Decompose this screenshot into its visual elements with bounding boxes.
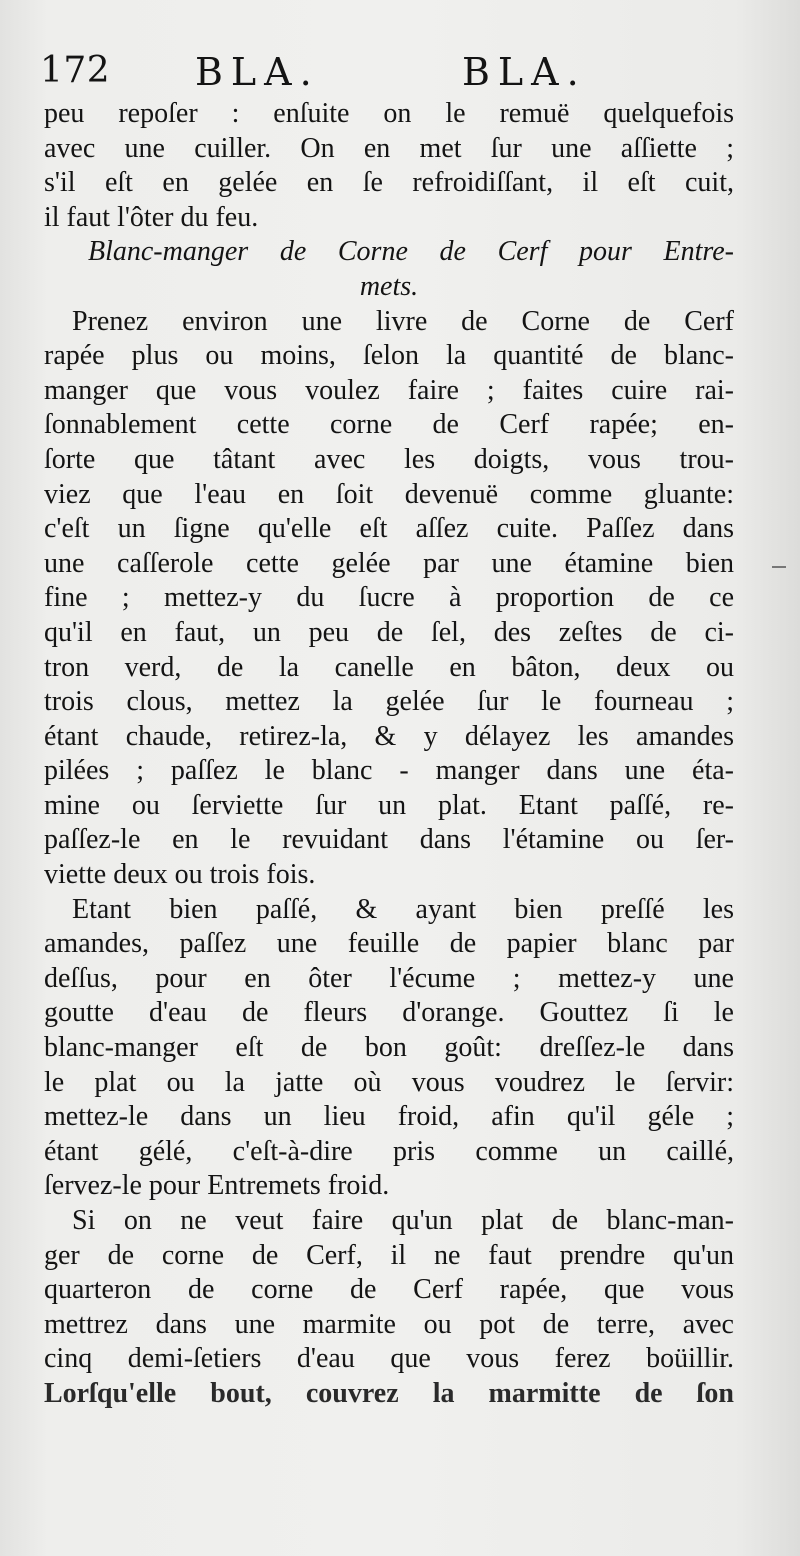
text-line: le plat ou la jatte où vous voudrez le ſervir: — [44, 1066, 734, 1098]
text-line: mettez-le dans un lieu froid, afin qu'il géle ; — [44, 1101, 734, 1133]
recipe-title-end: mets. — [359, 270, 419, 302]
text-line: rapée plus ou moins, ſelon la quantité de blanc- — [44, 340, 734, 372]
text-line: viez que l'eau en ſoit devenuë comme gluante: — [44, 478, 734, 510]
text-line: ger de corne de Cerf, il ne faut prendre qu'un — [44, 1239, 734, 1271]
text-line: pilées ; paſſez le blanc - manger dans une éta- — [44, 755, 734, 787]
text-line: il faut l'ôter du feu. — [44, 201, 259, 233]
text-line: quarteron de corne de Cerf rapée, que vous — [44, 1274, 734, 1306]
text-line: mettrez dans une marmite ou pot de terre, avec — [44, 1308, 734, 1340]
text-line: tron verd, de la canelle en bâton, deux ou — [44, 651, 734, 683]
running-head-left: BLA. — [195, 50, 320, 94]
text-line: blanc-manger eſt de bon goût: dreſſez-le dans — [44, 1032, 734, 1064]
text-line: Si on ne veut faire qu'un plat de blanc-man- — [72, 1205, 734, 1236]
text-line: viette deux ou trois fois. — [44, 859, 316, 891]
text-line: mine ou ſerviette ſur un plat. Etant paſſé, re- — [44, 789, 734, 821]
text-line: deſſus, pour en ôter l'écume ; mettez-y une — [44, 962, 734, 994]
running-head-right: BLA. — [462, 50, 587, 94]
text-line: peu repoſer : enſuite on le remuë quelquefois — [44, 98, 734, 129]
text-line: manger que vous voulez faire ; faites cuire rai- — [44, 374, 734, 406]
recipe-title: Blanc-manger de Corne de Cerf pour Entre- — [88, 236, 734, 268]
text-line: fine ; mettez-y du ſucre à proportion de ce — [44, 582, 734, 614]
text-line: s'il eſt en gelée en ſe refroidiſſant, il eſt cuit, — [44, 167, 734, 199]
text-line: paſſez-le en le revuidant dans l'étamine ou ſer- — [44, 824, 734, 856]
text-line: ſorte que tâtant avec les doigts, vous trou- — [44, 443, 734, 475]
margin-mark — [772, 566, 786, 568]
text-line: cinq demi-ſetiers d'eau que vous ferez boüillir. — [44, 1343, 734, 1375]
text-line: trois clous, mettez la gelée ſur le fourneau ; — [44, 686, 734, 718]
text-line: c'eſt un ſigne qu'elle eſt aſſez cuite. Paſſez dans — [44, 513, 734, 545]
text-line: une caſſerole cette gelée par une étamine bien — [44, 547, 734, 579]
running-header — [40, 50, 740, 100]
text-line: avec une cuiller. On en met ſur une aſſiette ; — [44, 132, 734, 164]
text-line: qu'il en faut, un peu de ſel, des zeſtes de ci- — [44, 616, 734, 648]
text-line: Prenez environ une livre de Corne de Cerf — [72, 305, 734, 337]
text-line: Etant bien paſſé, & ayant bien preſſé les — [72, 893, 734, 925]
text-line: amandes, paſſez une feuille de papier blanc par — [44, 928, 734, 960]
text-line: goutte d'eau de fleurs d'orange. Gouttez ſi le — [44, 997, 734, 1029]
text-line: ſervez-le pour Entremets froid. — [44, 1170, 390, 1202]
page-number: 172 — [40, 50, 111, 91]
text-line: ſonnablement cette corne de Cerf rapée; en- — [44, 409, 734, 441]
text-line: étant gélé, c'eſt-à-dire pris comme un caillé, — [44, 1135, 734, 1167]
text-line: étant chaude, retirez-la, & y délayez les amandes — [44, 720, 734, 752]
page-body — [44, 97, 734, 1412]
text-line: Lorſqu'elle bout, couvrez la marmitte de ſon — [44, 1377, 734, 1409]
